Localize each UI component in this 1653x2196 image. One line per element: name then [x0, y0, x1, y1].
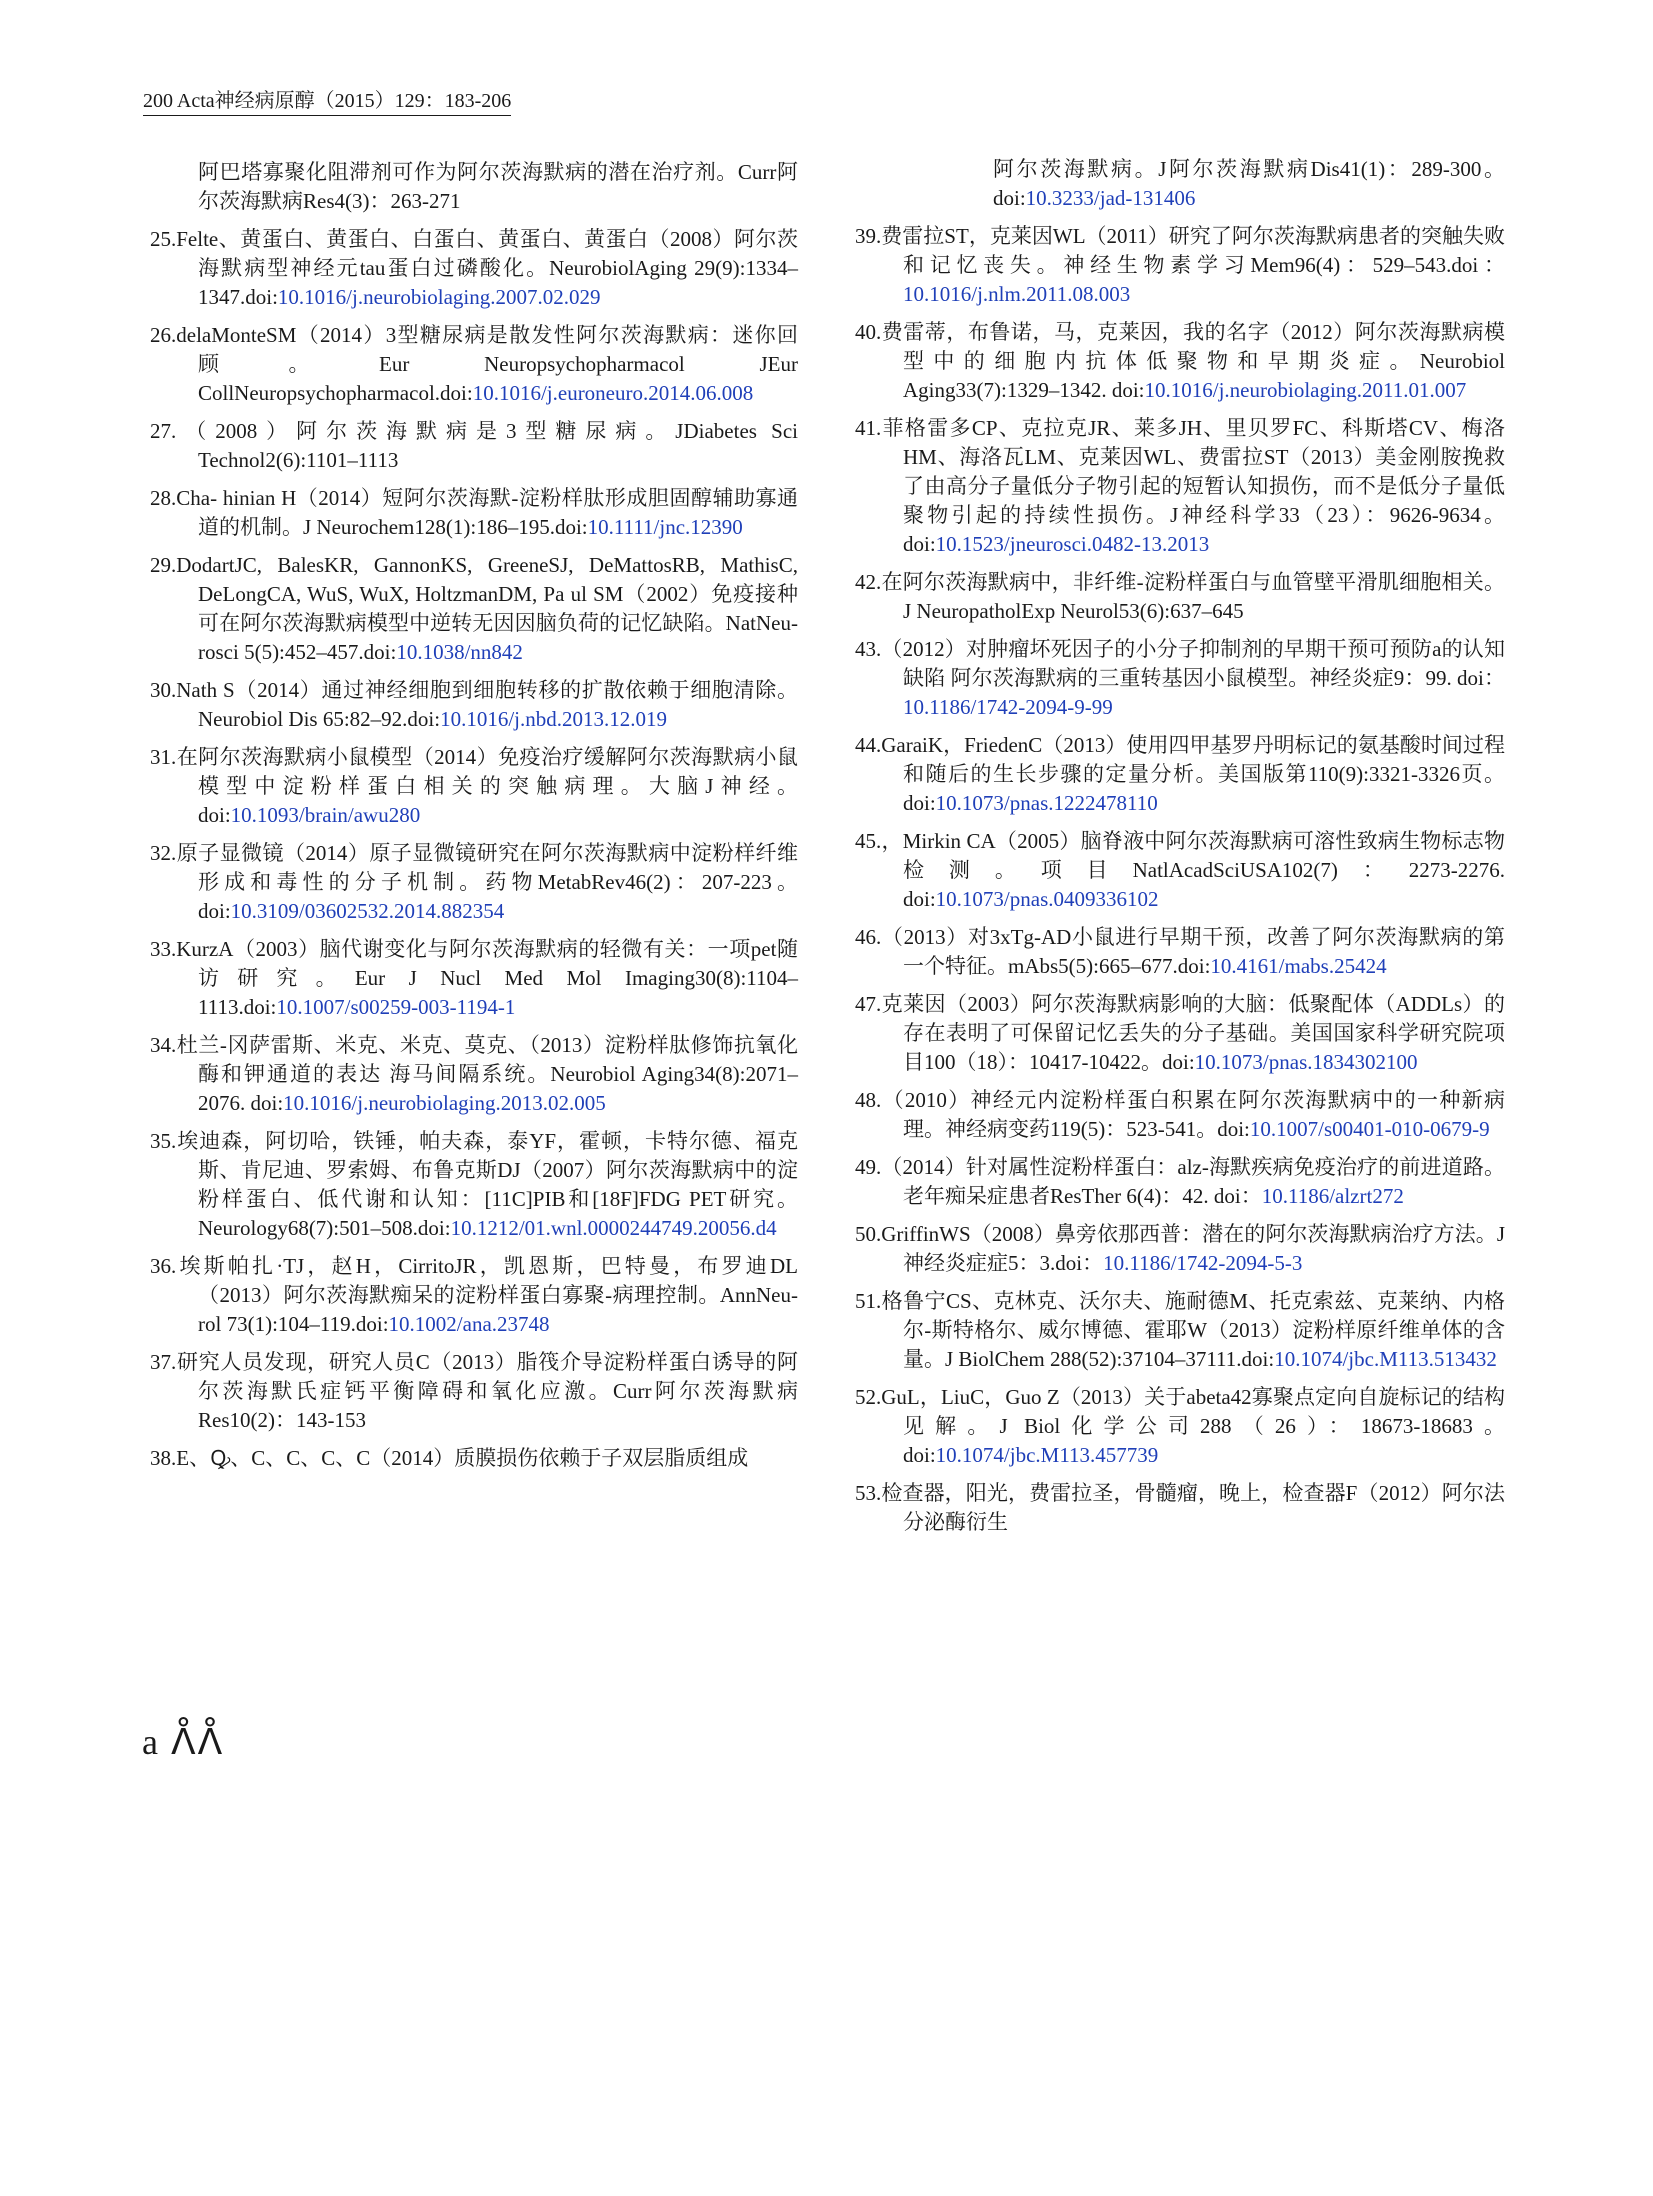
reference-entry: [150, 1127, 798, 1243]
reference-entry: [855, 1086, 1505, 1144]
reference-entry: [150, 1252, 798, 1339]
reference-entry: [855, 222, 1505, 309]
reference-text: 31.在阿尔茨海默病小鼠模型（2014）免疫治疗缓解阿尔茨海默病小鼠模型中淀粉样蛋白相关的突触病理。大脑J神经。doi:: [150, 745, 798, 827]
reference-text: 28.Cha- hinian H（2014）短阿尔茨海默-淀粉样肽形成胆固醇辅助寡通道的机制。J Neurochem128(1):186–195.doi:: [150, 486, 798, 539]
footer-mark: a ᐰᐰ: [142, 1722, 225, 1762]
reference-entry: [855, 923, 1505, 981]
reference-entry: [150, 839, 798, 926]
reference-text: 44.GaraiK，FriedenC（2013）使用四甲基罗丹明标记的氨基酸时间过程和随后的生长步骤的定量分析。美国版第110(9):3321-3326页。doi:: [855, 733, 1505, 815]
reference-text: 38.E、Ꝙ、C、C、C、C（2014）质膜损伤依赖于子双层脂质组成: [150, 1446, 749, 1470]
doi-link[interactable]: 10.1186/alzrt272: [1261, 1184, 1404, 1208]
reference-text: 53.检查器，阳光，费雷拉圣，骨髓瘤，晚上，检查器F（2012）阿尔法分泌酶衍生: [855, 1481, 1505, 1534]
running-header: 200 Acta神经病原醇（2015）129：183-206: [143, 88, 511, 116]
reference-entry: [855, 731, 1505, 818]
doi-link[interactable]: 10.1016/j.nbd.2013.12.019: [440, 707, 667, 731]
reference-entry: [150, 321, 798, 408]
doi-link[interactable]: 10.1111/jnc.12390: [587, 515, 743, 539]
reference-text: 40.费雷蒂，布鲁诺，马，克莱因，我的名字（2012）阿尔茨海默病模型中的细胞内抗体低聚物和早期炎症。Neurobiol Aging33(7):1329–1342. doi:: [855, 320, 1505, 402]
doi-link[interactable]: 10.3233/jad-131406: [1025, 186, 1196, 210]
reference-entry: [150, 1348, 798, 1435]
reference-entry: [855, 568, 1505, 626]
reference-text: 26.delaMonteSM（2014）3型糖尿病是散发性阿尔茨海默病：迷你回顾。Eur Neuropsychopharmacol JEur CollNeuropsychopharmacol.doi:: [150, 323, 798, 405]
reference-entry: [150, 484, 798, 542]
reference-text: 51.格鲁宁CS、克林克、沃尔夫、施耐德M、托克索兹、克莱纳、内格尔-斯特格尔、威尔博德、霍耶W（2013）淀粉样原纤维单体的含量。J BiolChem 288(52):37104–37111.doi:: [855, 1289, 1505, 1371]
reference-text: 35.埃迪森，阿切哈，铁锤，帕夫森，泰YF，霍顿，卡特尔德、福克斯、肯尼迪、罗索姆、布鲁克斯DJ（2007）阿尔茨海默病中的淀粉样蛋白、低代谢和认知：[11C]PIB和[18F]FDG PET研究。Neurology68(7):501–508.doi:: [150, 1129, 798, 1240]
doi-link[interactable]: 10.1074/jbc.M113.513432: [1274, 1347, 1497, 1371]
doi-link[interactable]: 10.1016/j.euroneuro.2014.06.008: [472, 381, 754, 405]
reference-entry: [150, 225, 798, 312]
doi-link[interactable]: 10.1074/jbc.M113.457739: [935, 1443, 1159, 1467]
reference-text: 46.（2013）对3xTg-AD小鼠进行早期干预，改善了阿尔茨海默病的第一个特征。mAbs5(5):665–677.doi:: [855, 925, 1505, 978]
reference-entry: [855, 1287, 1505, 1374]
reference-text: 33.KurzA（2003）脑代谢变化与阿尔茨海默病的轻微有关：一项pet随访研究。Eur J Nucl Med Mol Imaging30(8):1104–1113.doi:: [150, 937, 798, 1019]
reference-text: 阿尔茨海默病。J阿尔茨海默病Dis41(1)：289-300。doi:: [993, 157, 1505, 210]
doi-link[interactable]: 10.1016/j.neurobiolaging.2007.02.029: [277, 285, 601, 309]
reference-entry: [150, 417, 798, 475]
reference-entry: [150, 158, 798, 216]
reference-text: 47.克莱因（2003）阿尔茨海默病影响的大脑：低聚配体（ADDLs）的存在表明了可保留记忆丢失的分子基础。美国国家科学研究院项目100（18）：10417-10422。doi:: [855, 992, 1505, 1074]
right-column: [855, 155, 1505, 1546]
reference-text: 37.研究人员发现，研究人员C（2013）脂筏介导淀粉样蛋白诱导的阿尔茨海默氏症钙平衡障碍和氧化应激。Curr阿尔茨海默病Res10(2)：143-153: [150, 1350, 798, 1432]
doi-link[interactable]: 10.1093/brain/awu280: [230, 803, 421, 827]
doi-link[interactable]: 10.1186/1742-2094-5-3: [1103, 1251, 1303, 1275]
reference-entry: [855, 318, 1505, 405]
reference-entry: [855, 1220, 1505, 1278]
doi-link[interactable]: 10.1007/s00401-010-0679-9: [1249, 1117, 1490, 1141]
reference-entry: [855, 1479, 1505, 1537]
doi-link[interactable]: 10.1212/01.wnl.0000244749.20056.d4: [450, 1216, 777, 1240]
reference-entry: [855, 414, 1505, 559]
doi-link[interactable]: 10.4161/mabs.25424: [1210, 954, 1387, 978]
doi-link[interactable]: 10.1523/jneurosci.0482-13.2013: [935, 532, 1210, 556]
doi-link[interactable]: 10.1002/ana.23748: [388, 1312, 550, 1336]
doi-link[interactable]: 10.1073/pnas.0409336102: [935, 887, 1159, 911]
reference-entry: [150, 551, 798, 667]
doi-link[interactable]: 10.1073/pnas.1834302100: [1194, 1050, 1418, 1074]
reference-text: 45.，Mirkin CA（2005）脑脊液中阿尔茨海默病可溶性致病生物标志物检测。项目NatlAcadSciUSA102(7)：2273-2276. doi:: [855, 829, 1505, 911]
reference-entry: [150, 935, 798, 1022]
doi-link[interactable]: 10.1016/j.neurobiolaging.2013.02.005: [283, 1091, 606, 1115]
reference-entry: [855, 155, 1505, 213]
reference-text: 52.GuL，LiuC，Guo Z（2013）关于abeta42寡聚点定向自旋标记的结构见解。J Biol化学公司288（26）：18673-18683。doi:: [855, 1385, 1505, 1467]
reference-entry: [150, 1031, 798, 1118]
reference-text: 30.Nath S（2014）通过神经细胞到细胞转移的扩散依赖于细胞清除。Neurobiol Dis 65:82–92.doi:: [150, 678, 798, 731]
reference-text: 32.原子显微镜（2014）原子显微镜研究在阿尔茨海默病中淀粉样纤维形成和毒性的分子机制。药物MetabRev46(2)：207-223。doi:: [150, 841, 798, 923]
doi-link[interactable]: 10.1038/nn842: [396, 640, 523, 664]
reference-text: 42.在阿尔茨海默病中，非纤维-淀粉样蛋白与血管壁平滑肌细胞相关。J NeuropatholExp Neurol53(6):637–645: [855, 570, 1505, 623]
reference-entry: [150, 676, 798, 734]
left-column: [150, 158, 798, 1482]
reference-text: 48.（2010）神经元内淀粉样蛋白积累在阿尔茨海默病中的一种新病理。神经病变药119(5)：523-541。doi:: [855, 1088, 1505, 1141]
doi-link[interactable]: 10.1186/1742-2094-9-99: [903, 695, 1113, 719]
doi-link[interactable]: 10.3109/03602532.2014.882354: [230, 899, 505, 923]
reference-text: 29.DodartJC, BalesKR, GannonKS, GreeneSJ, DeMattosRB, MathisC, DeLongCA, WuS, WuX, HoltzmanDM, Pa ul SM（2002）免疫接种可在阿尔茨海默病模型中逆转无因因脑负荷的记忆缺陷。NatNeu- rosci 5(5):452–457.doi:: [150, 553, 798, 664]
doi-link[interactable]: 10.1073/pnas.1222478110: [935, 791, 1158, 815]
reference-text: 41.菲格雷多CP、克拉克JR、莱多JH、里贝罗FC、科斯塔CV、梅洛HM、海洛瓦LM、克莱因WL、费雷拉ST（2013）美金刚胺挽救了由高分子量低分子物引起的短暂认知损伤，而不是低分子量低聚物引起的持续性损伤。J神经科学33（23）：9626-9634。doi:: [855, 416, 1505, 556]
reference-text: 阿巴塔寡聚化阻滞剂可作为阿尔茨海默病的潜在治疗剂。Curr阿尔茨海默病Res4(3)：263-271: [198, 160, 798, 213]
doi-link[interactable]: 10.1007/s00259-003-1194-1: [276, 995, 516, 1019]
reference-entry: [855, 1383, 1505, 1470]
reference-text: 25.Felte、黄蛋白、黄蛋白、白蛋白、黄蛋白、黄蛋白（2008）阿尔茨海默病型神经元tau蛋白过磷酸化。NeurobiolAging 29(9):1334–1347.doi:: [150, 227, 798, 309]
reference-entry: [855, 1153, 1505, 1211]
reference-entry: [150, 1444, 798, 1473]
reference-entry: [855, 827, 1505, 914]
reference-entry: [855, 635, 1505, 722]
reference-entry: [855, 990, 1505, 1077]
reference-text: 50.GriffinWS（2008）鼻旁依那西普：潜在的阿尔茨海默病治疗方法。J神经炎症症5：3.doi：: [855, 1222, 1505, 1275]
reference-text: 43.（2012）对肿瘤坏死因子的小分子抑制剂的早期干预可预防a的认知缺陷 阿尔茨海默病的三重转基因小鼠模型。神经炎症9：99. doi：: [855, 637, 1505, 690]
doi-link[interactable]: 10.1016/j.neurobiolaging.2011.01.007: [1144, 378, 1467, 402]
reference-text: 27.（2008）阿尔茨海默病是3型糖尿病。JDiabetes Sci Technol2(6):1101–1113: [150, 419, 798, 472]
reference-text: 36.埃斯帕扎·TJ，赵H，CirritoJR，凯恩斯，巴特曼，布罗迪DL（2013）阿尔茨海默痴呆的淀粉样蛋白寡聚-病理控制。AnnNeu-rol 73(1):104–119.doi:: [150, 1254, 798, 1336]
doi-link[interactable]: 10.1016/j.nlm.2011.08.003: [903, 282, 1131, 306]
reference-text: 39.费雷拉ST，克莱因WL（2011）研究了阿尔茨海默病患者的突触失败和记忆丧失。神经生物素学习Mem96(4)：529–543.doi：: [855, 224, 1505, 277]
reference-text: 49.（2014）针对属性淀粉样蛋白：alz-海默疾病免疫治疗的前进道路。老年痴呆症患者ResTher 6(4)：42. doi：: [855, 1155, 1505, 1208]
reference-entry: [150, 743, 798, 830]
reference-text: 34.杜兰-冈萨雷斯、米克、米克、莫克、（2013）淀粉样肽修饰抗氧化酶和钾通道的表达 海马间隔系统。Neurobiol Aging34(8):2071–2076. doi:: [150, 1033, 798, 1115]
